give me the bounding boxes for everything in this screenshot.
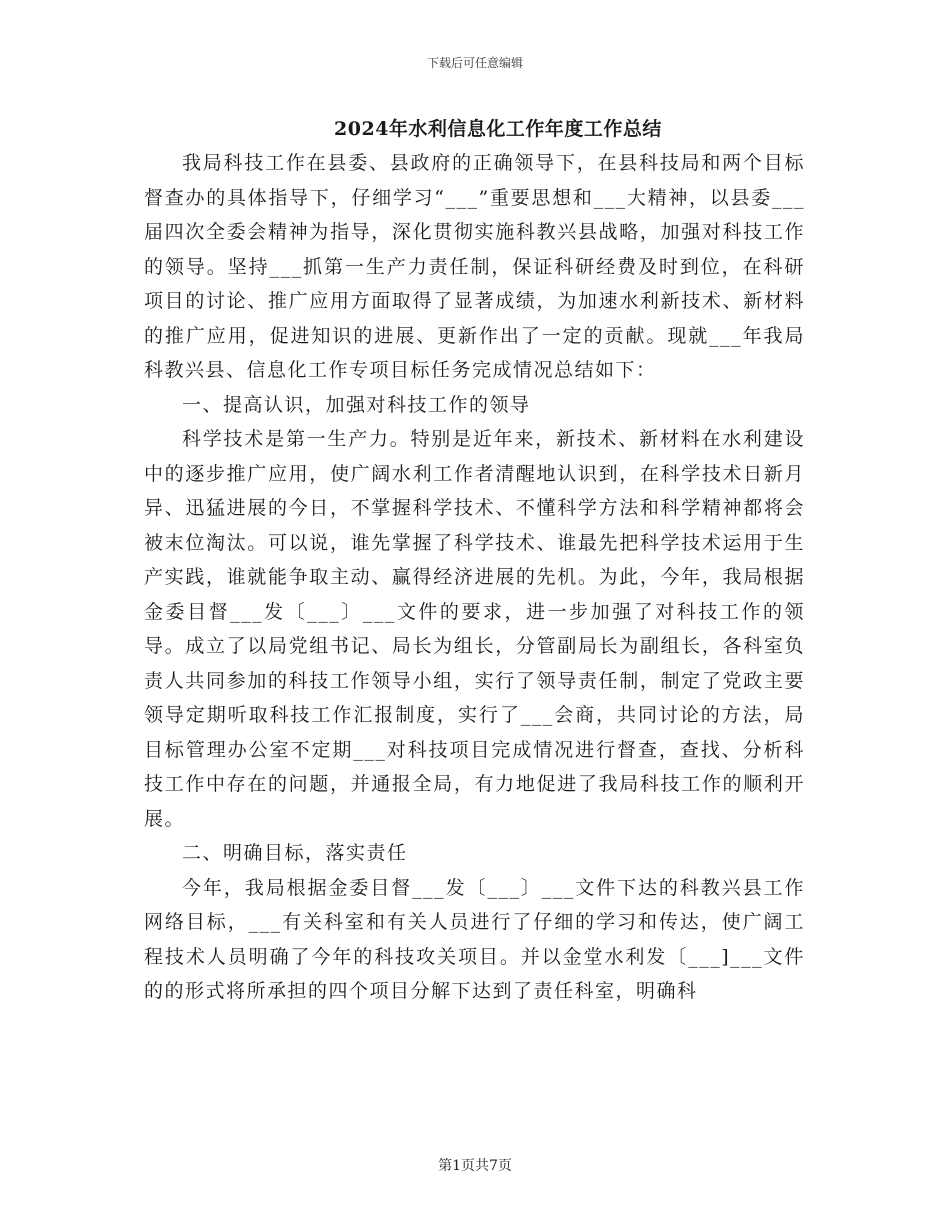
paragraph-section-1: 科学技术是第一生产力。特别是近年来，新技术、新材料在水利建设中的逐步推广应用，使广阔水利工作者清醒地认识到，在科学技术日新月异、迅猛进展的今日，不掌握科学技术、不懂科学方法和科学精神都将会被末位淘汰。可以说，谁先掌握了科学技术、谁最先把科学技术运用于生产实践，谁就能争取主动、赢得经济进展的先机。为此，今年，我局根据金委目督___发〔___〕___文件的要求，进一步加强了对科技工作的领导。成立了以局党组书记、局长为组长，分管副局长为副组长，各科室负责人共同参加的科技工作领导小组，实行了领导责任制，制定了党政主要领导定期听取科技工作汇报制度，实行了___会商，共同讨论的方法，局目标管理办公室不定期___对科技项目完成情况进行督查，查找、分析科技工作中存在的问题，并通报全局，有力地促进了我局科技工作的顺利开展。 <box>144 428 805 830</box>
paragraph-section-2: 今年，我局根据金委目督___发〔___〕___文件下达的科教兴县工作网络目标，___有关科室和有关人员进行了仔细的学习和传达，使广阔工程技术人员明确了今年的科技攻关项目。并以金堂水利发〔___]___文件的的形式将所承担的四个项目分解下达到了责任科室，明确科 <box>144 876 805 1002</box>
document-title: 2024年水利信息化工作年度工作总结 <box>334 118 662 140</box>
paragraph-intro: 我局科技工作在县委、县政府的正确领导下，在县科技局和两个目标督查办的具体指导下，仔细学习“___”重要思想和___大精神，以县委___届四次全委会精神为指导，深化贯彻实施科教兴县战略，加强对科技工作的领导。坚持___抓第一生产力责任制，保证科研经费及时到位，在科研项目的讨论、推广应用方面取得了显著成绩，为加速水利新技术、新材料的推广应用，促进知识的进展、更新作出了一定的贡献。现就___年我局科教兴县、信息化工作专项目标任务完成情况总结如下： <box>144 152 805 381</box>
document-body <box>144 146 805 1009</box>
section-heading-2: 二、明确目标，落实责任 <box>182 842 408 864</box>
section-heading-1: 一、提高认识，加强对科技工作的领导 <box>182 393 531 416</box>
page-header-note: 下载后可任意编辑 <box>426 56 523 70</box>
page-number: 第1页共7页 <box>438 1158 512 1174</box>
